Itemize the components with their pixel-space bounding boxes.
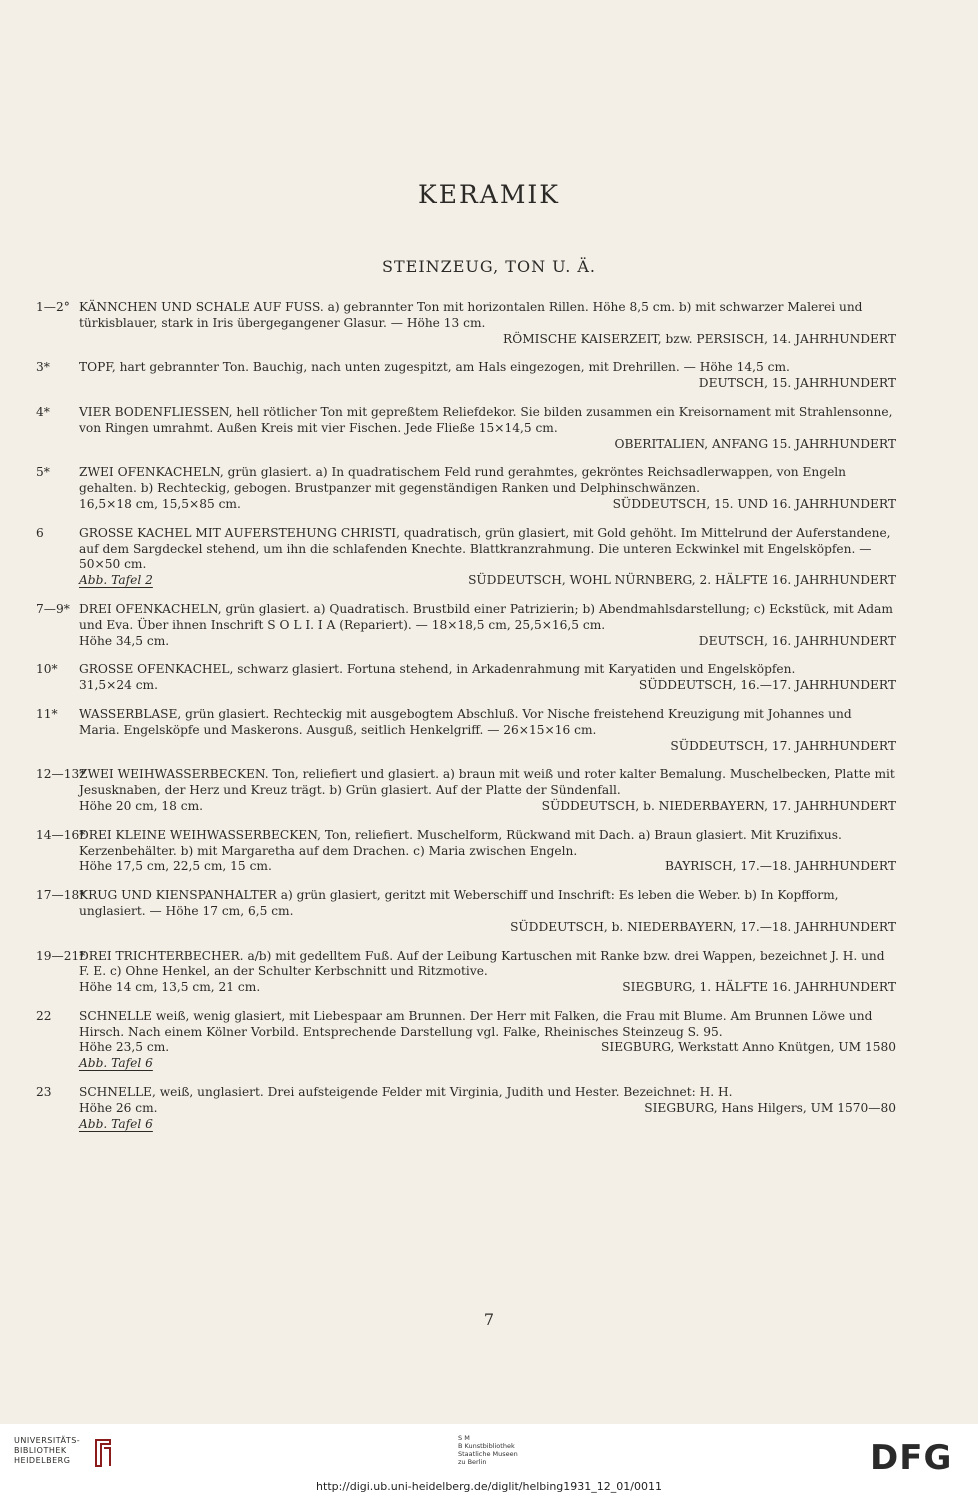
- entry-number: 22: [36, 1008, 52, 1023]
- catalog-entry: [36, 767, 896, 814]
- entry-text: weiß, wenig glasiert, mit Liebespaar am Brunnen. Der Herr mit Falken, die Frau mit Blume. Am Brunnen Löwe und Hirsch. Nach einem Kölner Vorbild. Entsprechende Darstellung vgl. Falke, Rheinisches Steinzeug S. 95.: [79, 1008, 873, 1039]
- entry-body: [79, 300, 896, 347]
- catalog-entry: [36, 526, 896, 589]
- entry-body: [79, 1009, 896, 1072]
- entry-text: a) gebrannter Ton mit horizontalen Rillen. Höhe 8,5 cm. b) mit schwarzer Malerei und türkisblauer, stark in Iris übergegangener Glasur. — Höhe 13 cm.: [79, 300, 863, 330]
- entry-origin: DEUTSCH, 16. JAHRHUNDERT: [698, 633, 896, 648]
- entry-title: ZWEI WEIHWASSERBECKEN.: [79, 767, 269, 782]
- entry-number: 3*: [36, 360, 50, 375]
- entry-description: [79, 1085, 896, 1101]
- catalog-entry: [36, 602, 896, 649]
- entry-body: [79, 360, 896, 392]
- plate-reference-link[interactable]: Abb. Tafel 6: [79, 1056, 153, 1071]
- entry-origin-line: [79, 1040, 896, 1056]
- entry-origin: SIEGBURG, Hans Hilgers, UM 1570—80: [644, 1100, 896, 1115]
- entry-number: 5*: [36, 465, 50, 480]
- entry-origin-line: [79, 739, 896, 755]
- catalog-entry: [36, 888, 896, 935]
- entry-origin-line: [79, 1101, 896, 1117]
- page-title: KERAMIK: [418, 180, 560, 209]
- entry-title: SCHNELLE: [79, 1008, 152, 1023]
- entry-origin: BAYRISCH, 17.—18. JAHRHUNDERT: [665, 859, 896, 874]
- entry-description: [79, 1009, 896, 1041]
- entry-origin-line: [79, 980, 896, 996]
- entry-description: [79, 602, 896, 634]
- entry-number: 23: [36, 1085, 52, 1100]
- catalog-entry: [36, 828, 896, 875]
- catalog-entry: [36, 465, 896, 512]
- catalog-entry: [36, 662, 896, 694]
- library-stamp: [458, 1434, 518, 1466]
- entry-dimensions: Höhe 14 cm, 13,5 cm, 21 cm.: [79, 980, 261, 995]
- entry-number: 11*: [36, 706, 58, 721]
- entry-number: 7—9*: [36, 601, 70, 616]
- plate-reference-link[interactable]: Abb. Tafel 2: [79, 573, 153, 588]
- entry-origin-line: [79, 573, 896, 589]
- entry-text: grün glasiert. a) Quadratisch. Brustbild einer Patrizierin; b) Abendmahlsdarstellung; c) Eckstück, mit Adam und Eva. Über ihnen Inschrift S O L I. I A (Repariert). — 18×18,5 cm, 25,5×16,5 cm.: [79, 601, 893, 632]
- dfg-logo[interactable]: DFG: [870, 1438, 953, 1478]
- entry-description: [79, 300, 896, 332]
- univ-line-2: BIBLIOTHEK: [14, 1446, 67, 1455]
- entry-dimensions: 31,5×24 cm.: [79, 678, 158, 693]
- entry-origin: RÖMISCHE KAISERZEIT, bzw. PERSISCH, 14. JAHRHUNDERT: [503, 331, 896, 346]
- catalog-entry: [36, 405, 896, 452]
- entry-title: KRUG UND KIENSPANHALTER: [79, 888, 277, 903]
- entry-origin-line: [79, 332, 896, 348]
- entry-text: a) grün glasiert, geritzt mit Weberschiff und Inschrift: Es leben die Weber. b) In Kopfform, unglasiert. — Höhe 17 cm, 6,5 cm.: [79, 888, 839, 918]
- entry-origin-line: [79, 497, 896, 513]
- entry-body: [79, 662, 896, 694]
- entry-list: [36, 300, 896, 1145]
- entry-body: [79, 707, 896, 754]
- entry-body: [79, 405, 896, 452]
- catalog-entry: [36, 1085, 896, 1132]
- entry-text: hell rötlicher Ton mit gepreßtem Reliefdekor. Sie bilden zusammen ein Kreisornament mit Strahlensonne, von Ringen umrahmt. Außen Kreis mit vier Fischen. Jede Fließe 15×14,5 cm.: [79, 404, 893, 435]
- entry-origin: SIEGBURG, 1. HÄLFTE 16. JAHRHUNDERT: [622, 980, 896, 995]
- entry-origin-line: [79, 799, 896, 815]
- source-url-link[interactable]: http://digi.ub.uni-heidelberg.de/diglit/helbing1931_12_01/0011: [316, 1480, 662, 1493]
- entry-origin: SÜDDEUTSCH, WOHL NÜRNBERG, 2. HÄLFTE 16. JAHRHUNDERT: [468, 573, 896, 588]
- entry-text: Ton, reliefiert. Muschelform, Rückwand mit Dach. a) Braun glasiert. Mit Kruzifixus. Kerzenbehälter. b) mit Margaretha auf dem Drachen. c) Maria zwischen Engeln.: [79, 827, 842, 858]
- entry-origin-line: [79, 634, 896, 650]
- entry-number: 12—13*: [36, 767, 86, 782]
- entry-text: weiß, unglasiert. Drei aufsteigende Felder mit Virginia, Judith und Hester. Bezeichnet: H. H.: [159, 1085, 733, 1100]
- entry-title: WASSERBLASE,: [79, 706, 182, 721]
- entry-description: [79, 707, 896, 739]
- entry-body: [79, 828, 896, 875]
- entry-body: [79, 1085, 896, 1132]
- entry-description: [79, 828, 896, 860]
- entry-number: 4*: [36, 404, 50, 419]
- entry-origin: SÜDDEUTSCH, 17. JAHRHUNDERT: [670, 738, 896, 753]
- entry-dimensions: Höhe 20 cm, 18 cm.: [79, 798, 204, 813]
- entry-body: [79, 465, 896, 512]
- entry-title: DREI TRICHTERBECHER.: [79, 948, 244, 963]
- entry-title: ZWEI OFENKACHELN,: [79, 465, 224, 480]
- entry-text: grün glasiert. a) In quadratischem Feld rund gerahmtes, gekröntes Reichsadlerwappen, von Engeln gehalten. b) Rechteckig, gebogen. Brustpanzer mit gegenständigen Ranken und Delphinschwänzen.: [79, 465, 847, 496]
- plate-reference-line: [79, 1056, 896, 1072]
- entry-number: 10*: [36, 662, 58, 677]
- entry-dimensions: Höhe 34,5 cm.: [79, 633, 170, 648]
- entry-origin-line: [79, 437, 896, 453]
- entry-title: VIER BODENFLIESSEN,: [79, 404, 233, 419]
- entry-origin-line: [79, 678, 896, 694]
- page-number: 7: [483, 1310, 495, 1329]
- entry-title: GROSSE OFENKACHEL,: [79, 662, 234, 677]
- stamp-line-1: S M: [458, 1434, 470, 1442]
- catalog-entry: [36, 949, 896, 996]
- entry-description: [79, 767, 896, 799]
- entry-dimensions: 16,5×18 cm, 15,5×85 cm.: [79, 496, 241, 511]
- entry-origin: SÜDDEUTSCH, b. NIEDERBAYERN, 17.—18. JAHRHUNDERT: [510, 919, 896, 934]
- entry-origin-line: [79, 859, 896, 875]
- entry-dimensions: Höhe 17,5 cm, 22,5 cm, 15 cm.: [79, 859, 272, 874]
- entry-description: [79, 888, 896, 920]
- entry-title: TOPF,: [79, 360, 116, 375]
- entry-text: hart gebrannter Ton. Bauchig, nach unten zugespitzt, am Hals eingezogen, mit Drehrillen. — Höhe 14,5 cm.: [119, 360, 790, 375]
- plate-reference-link[interactable]: Abb. Tafel 6: [79, 1116, 153, 1131]
- entry-dimensions: Höhe 23,5 cm.: [79, 1040, 170, 1055]
- university-library-logo-text[interactable]: [14, 1436, 80, 1466]
- university-logo-icon: [92, 1436, 114, 1470]
- entry-title: DREI KLEINE WEIHWASSERBECKEN,: [79, 827, 321, 842]
- entry-title: GROSSE KACHEL MIT AUFERSTEHUNG CHRISTI,: [79, 525, 400, 540]
- entry-text: a/b) mit gedelltem Fuß. Auf der Leibung Kartuschen mit Ranke bzw. drei Wappen, bezeichnet J. H. und F. E. c) Ohne Henkel, an der Schulter Kerbschnitt und Ritzmotive.: [79, 948, 885, 979]
- entry-origin-line: [79, 920, 896, 936]
- entry-origin: SÜDDEUTSCH, b. NIEDERBAYERN, 17. JAHRHUNDERT: [541, 798, 896, 813]
- entry-title: KÄNNCHEN UND SCHALE AUF FUSS.: [79, 300, 324, 314]
- section-subtitle: STEINZEUG, TON U. Ä.: [382, 257, 596, 276]
- entry-origin: SÜDDEUTSCH, 16.—17. JAHRHUNDERT: [638, 678, 896, 693]
- entry-description: [79, 526, 896, 573]
- entry-number: 17—18*: [36, 888, 86, 903]
- entry-body: [79, 888, 896, 935]
- entry-origin: OBERITALIEN, ANFANG 15. JAHRHUNDERT: [614, 436, 896, 451]
- entry-body: [79, 949, 896, 996]
- entry-text: Ton, reliefiert und glasiert. a) braun mit weiß und roter kalter Bemalung. Muschelbecken, Platte mit Jesusknaben, der Herz und Kreuz trägt. b) Grün glasiert. Auf der Platte der Sündenfall.: [79, 767, 895, 798]
- entry-description: [79, 405, 896, 437]
- entry-description: [79, 949, 896, 981]
- stamp-line-2: B Kunstbibliothek: [458, 1442, 515, 1450]
- entry-body: [79, 602, 896, 649]
- entry-description: [79, 465, 896, 497]
- univ-line-1: UNIVERSITÄTS-: [14, 1436, 81, 1445]
- entry-origin-line: [79, 376, 896, 392]
- catalog-entry: [36, 360, 896, 392]
- entry-text: schwarz glasiert. Fortuna stehend, in Arkadenrahmung mit Karyatiden und Engelsköpfen.: [237, 662, 796, 677]
- entry-body: [79, 767, 896, 814]
- entry-title: DREI OFENKACHELN,: [79, 601, 222, 616]
- entry-title: SCHNELLE,: [79, 1085, 156, 1100]
- plate-reference-line: [79, 1117, 896, 1133]
- entry-origin: SIEGBURG, Werkstatt Anno Knütgen, UM 1580: [601, 1040, 896, 1055]
- entry-text: grün glasiert. Rechteckig mit ausgebogtem Abschluß. Vor Nische freistehend Kreuzigung mit Johannes und Maria. Engelsköpfe und Maskerons. Ausguß, seitlich Henkelgriff. — 26×15×16 cm.: [79, 706, 852, 737]
- entry-dimensions: Höhe 26 cm.: [79, 1100, 158, 1115]
- univ-line-3: HEIDELBERG: [14, 1456, 71, 1465]
- catalog-entry: [36, 1009, 896, 1072]
- entry-description: [79, 662, 896, 678]
- entry-number: 14—16*: [36, 827, 86, 842]
- catalog-entry: [36, 300, 896, 347]
- entry-number: 19—21*: [36, 948, 86, 963]
- entry-body: [79, 526, 896, 589]
- stamp-line-4: zu Berlin: [458, 1458, 487, 1466]
- footer-bar: [0, 1424, 978, 1496]
- entry-description: [79, 360, 896, 376]
- entry-number: 1—2°: [36, 300, 70, 314]
- entry-origin: SÜDDEUTSCH, 15. UND 16. JAHRHUNDERT: [612, 496, 896, 511]
- entry-text: quadratisch, grün glasiert, mit Gold gehöht. Im Mittelrund der Auferstandene, auf dem Sargdeckel stehend, um ihn die schlafenden Knechte. Blattkranzrahmung. Die unteren Eckwinkel mit Engelsköpfen. — 50×50 cm.: [79, 525, 891, 572]
- entry-number: 6: [36, 525, 44, 540]
- entry-origin: DEUTSCH, 15. JAHRHUNDERT: [698, 376, 896, 391]
- catalog-entry: [36, 707, 896, 754]
- stamp-line-3: Staatliche Museen: [458, 1450, 518, 1458]
